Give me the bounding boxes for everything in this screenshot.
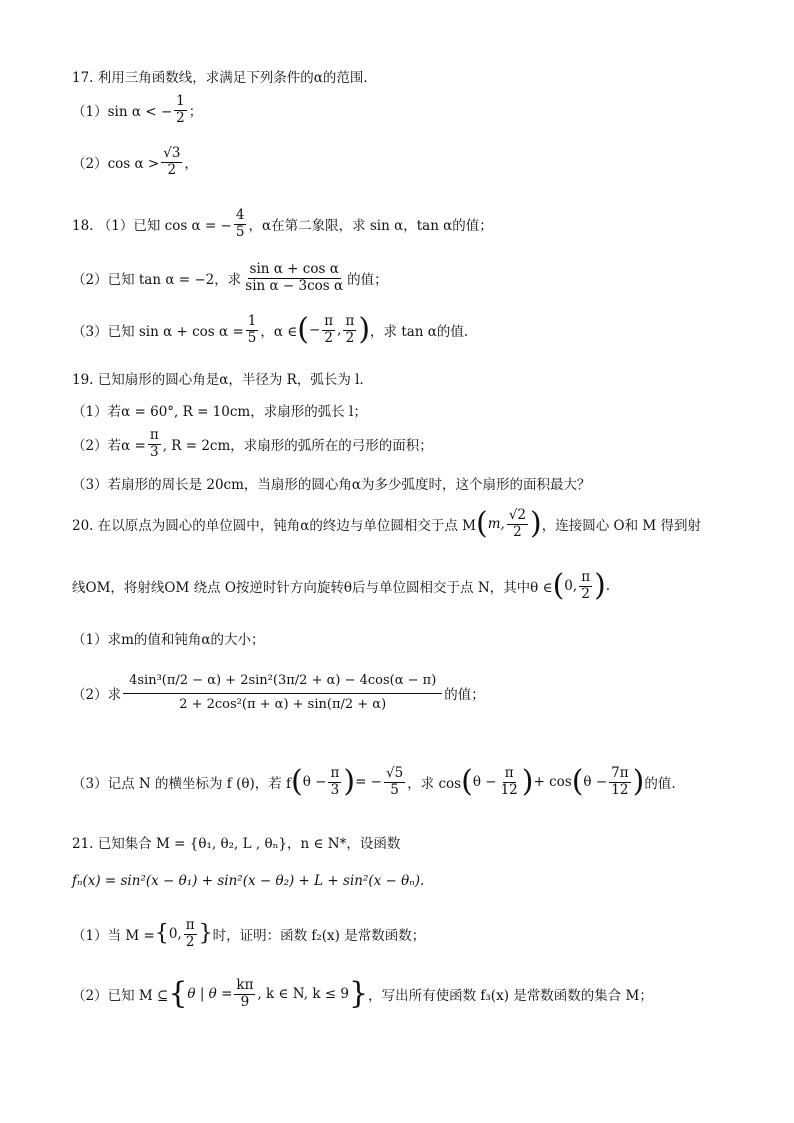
paren-right: ) (632, 764, 645, 800)
fraction: $\frac{\pi}{2}$ (185, 917, 195, 950)
q19-title: 19. 已知扇形的圆心角是α，半径为 R，弧长为 l． (72, 372, 373, 388)
q18-part3: （3）已知 sin α + cos α = $\frac{1}{5}$ ，α ∈ ( − $\frac{\pi}{2}$ , $\frac{\pi}{2}$ ) ，求 tan α的值. (72, 312, 469, 348)
paren-right: ) (358, 312, 371, 348)
brace-right: } (198, 921, 213, 947)
paren-left: ( (297, 312, 309, 348)
q17-title: 17. 利用三角函数线，求满足下列条件的α的范围． (72, 70, 377, 86)
paren-right: ) (521, 764, 534, 800)
paren-left: ( (476, 506, 488, 542)
q20-intro-cont: 线OM，将射线OM 绕点 O按逆时针方向旋转θ后与单位圆相交于点 N，其中θ ∈ ( 0, $\frac{\pi}{2}$ ) . (72, 568, 611, 604)
paren-right: ) (530, 506, 542, 542)
q21-part1: （1）当 M = { 0, $\frac{\pi}{2}$ } 时，证明：函数 f₂(x) 是常数函数； (72, 917, 426, 950)
fraction: $\frac{7\pi}{12}$ (611, 765, 629, 798)
paren-left: ( (552, 568, 565, 604)
paren-left: ( (571, 764, 584, 800)
fraction: $\frac{\pi}{2}$ (345, 313, 355, 346)
q20-part3: （3）记点 N 的横坐标为 f (θ)，若 f ( θ − $\frac{\pi}{3}$ ) = − $\frac{√5}{5}$ ，求 cos ( θ − $\frac{\pi}{12}$ ) + cos ( θ − $\frac{7\pi}{12}$ ) 的值. (72, 764, 676, 800)
fraction: $\frac{√3}{2}$ (163, 145, 181, 178)
fraction: $\frac{\pi}{2}$ (324, 313, 334, 346)
q19-part3: （3）若扇形的周长是 20cm，当扇形的圆心角α为多少弧度时，这个扇形的面积最大？ (72, 477, 591, 493)
q21-function: fₙ(x) = sin²(x − θ₁) + sin²(x − θ₂) + L + sin²(x − θₙ). (72, 873, 425, 889)
fraction: $\frac{\pi}{12}$ (500, 765, 518, 798)
brace-left: { (168, 976, 188, 1012)
q18-part1: 18. （1）已知 cos α = − $\frac{4}{5}$ ，α在第二象限，求 sin α，tan α的值； (72, 207, 493, 240)
fraction: $\frac{k\pi}{9}$ (236, 977, 254, 1010)
fraction: $\frac{\pi}{3}$ (149, 427, 159, 460)
q19-part1: （1）若α = 60°, R = 10cm，求扇形的弧长 l； (72, 404, 367, 420)
fraction: $\frac{√5}{5}$ (385, 765, 404, 798)
q21-part2: （2）已知 M ⊆ { θ | θ = $\frac{k\pi}{9}$ , k ∈ N, k ≤ 9 } ，写出所有使函数 f₃(x) 是常数函数的集合 M； (72, 976, 653, 1012)
fraction: $\frac{1}{5}$ (247, 313, 257, 346)
q18-part2: （2）已知 tan α = −2，求 $\frac{\text{sin α + cos α}}{\text{sin α − 3cos α}}$ 的值； (72, 261, 388, 294)
fraction: $\frac{4}{5}$ (235, 207, 245, 240)
fraction: $\frac{\pi}{2}$ (581, 569, 591, 602)
q17-part1: （1）sin α < − $\frac{1}{2}$ ； (72, 93, 203, 126)
fraction: $\frac{1}{2}$ (176, 93, 185, 126)
fraction: $\frac{\text{sin α + cos α}}{\text{sin α − 3cos α}}$ (245, 261, 344, 294)
fraction: $\frac{\pi}{3}$ (330, 765, 340, 798)
q20-part2: （2）求 $\frac{\text{4sin³(π/2 − α) + 2sin²(3π/2 + α) − 4cos(α − π)}}{\text{2 + 2cos²(π + α) + sin(π/2 + α)}}$ 的值； (72, 670, 485, 717)
q19-part2: （2）若α = $\frac{\pi}{3}$ , R = 2cm，求扇形的弧所在的弓形的面积； (72, 427, 433, 460)
q17-part2: （2）cos α > $\frac{√3}{2}$ ， (72, 145, 198, 178)
fraction: $\frac{\text{4sin³(π/2 − α) + 2sin²(3π/2 + α) − 4cos(α − π)}}{\text{2 + 2cos²(π + α) + sin(π/2 + α)}}$ (123, 670, 442, 717)
paren-right: ) (594, 568, 606, 604)
fraction: $\frac{√2}{2}$ (508, 507, 527, 540)
q21-intro: 21. 已知集合 M = {θ₁, θ₂, L , θₙ}，n ∈ N*，设函数 (72, 836, 401, 852)
paren-left: ( (461, 764, 473, 800)
q20-intro: 20. 在以原点为圆心的单位圆中，钝角α的终边与单位圆相交于点 M ( m, $\frac{√2}{2}$ ) ，连接圆心 O和 M 得到射 (72, 506, 701, 542)
paren-right: ) (343, 764, 356, 800)
brace-right: } (349, 976, 369, 1012)
paren-left: ( (291, 764, 303, 800)
brace-left: { (154, 921, 169, 947)
q20-part1: （1）求m的值和钝角α的大小； (72, 632, 265, 648)
